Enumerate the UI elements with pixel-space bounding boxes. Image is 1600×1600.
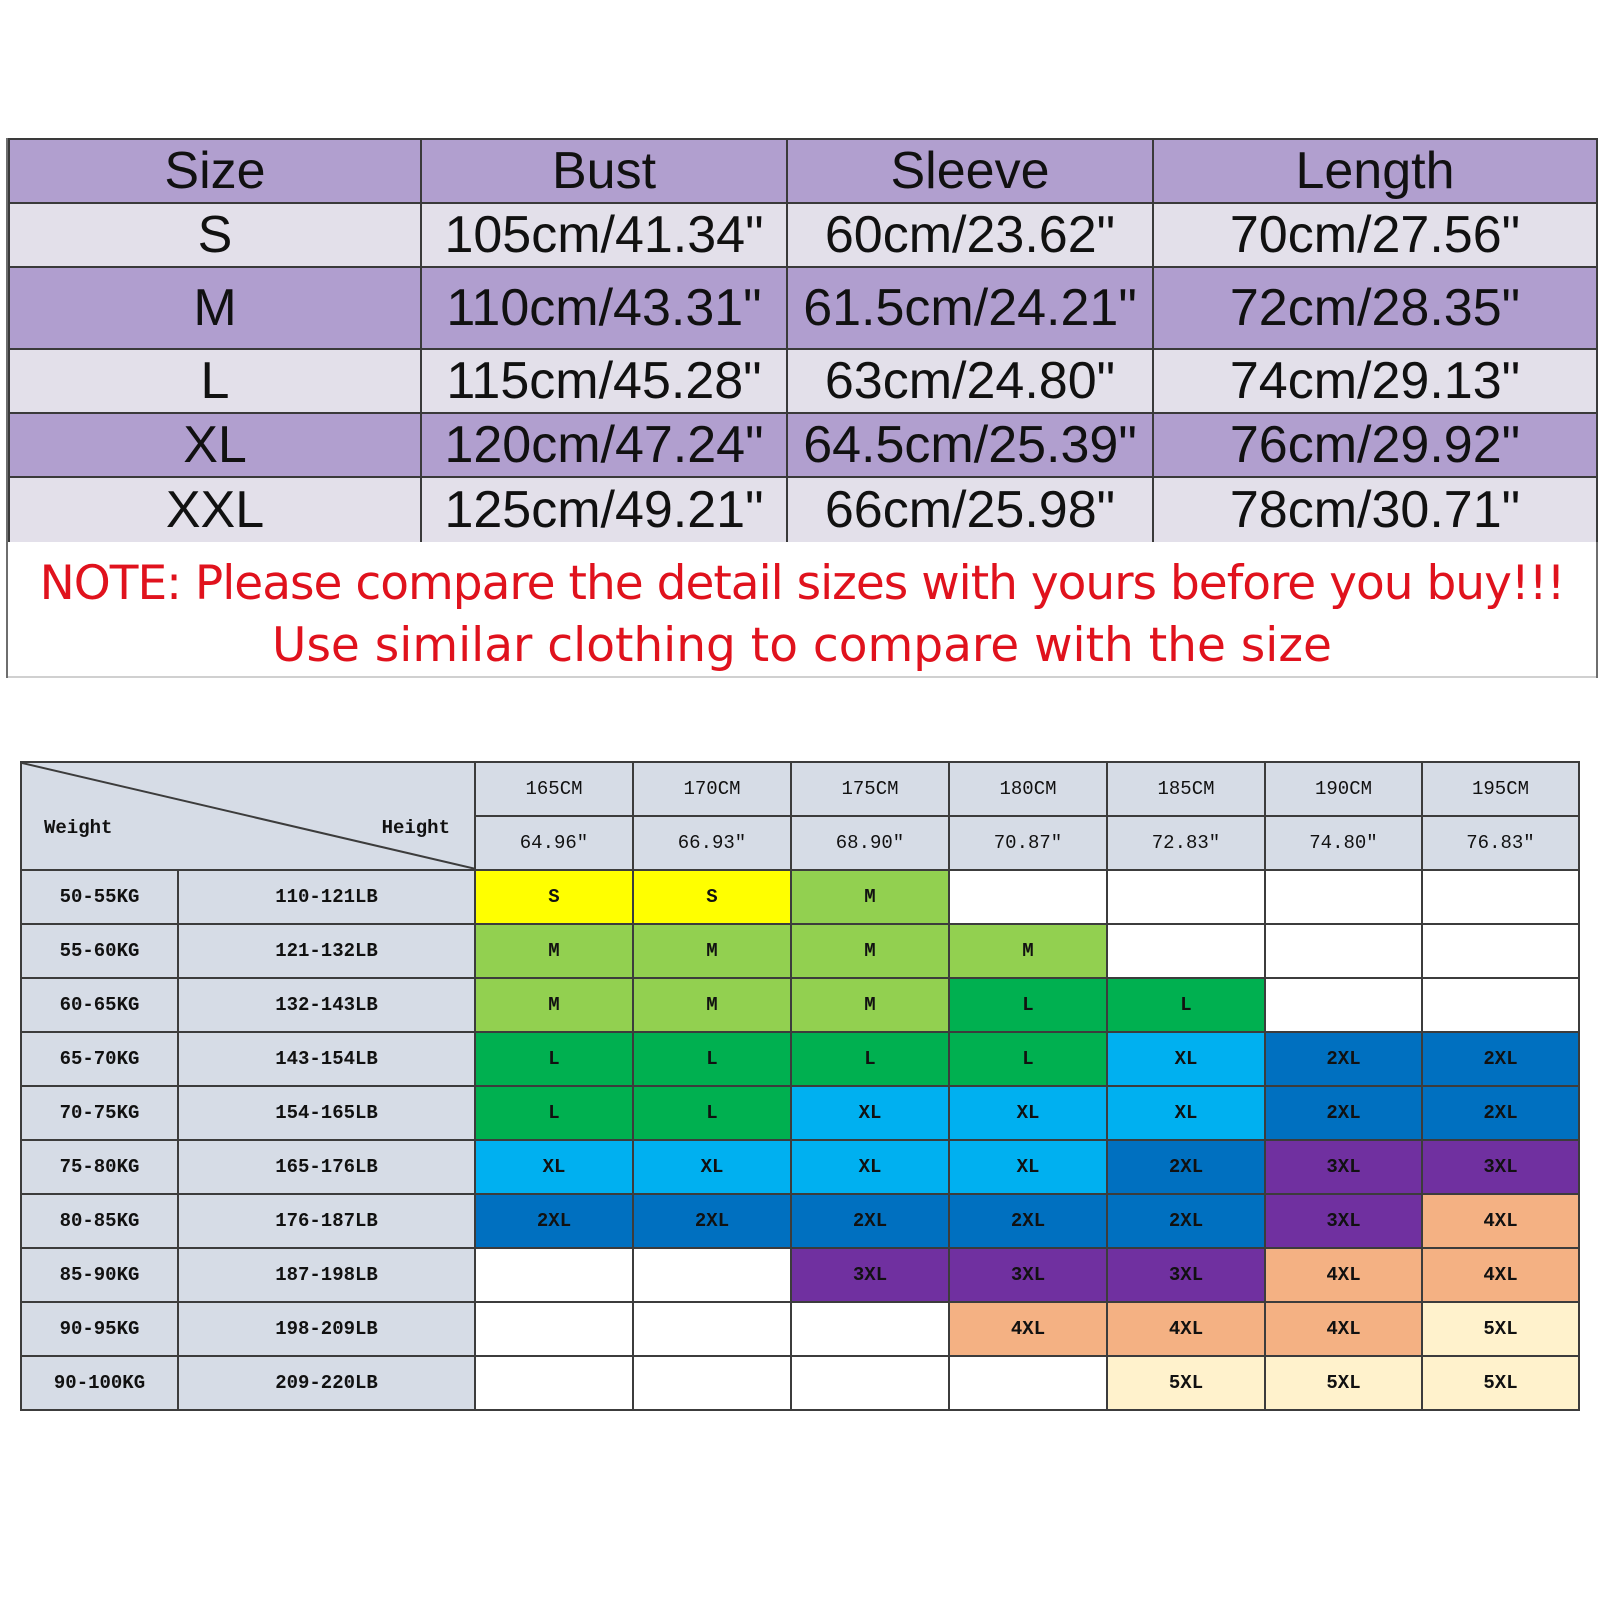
size-table — [8, 138, 1598, 542]
size-recommendation-cell: L — [633, 1032, 791, 1086]
size-recommendation-cell: 4XL — [1265, 1302, 1422, 1356]
bust-value: 105cm/41.34" — [421, 203, 787, 267]
size-row-xxl — [9, 477, 1597, 542]
size-recommendation-cell: 3XL — [1422, 1140, 1579, 1194]
size-recommendation-cell — [1422, 978, 1579, 1032]
height-in-header: 70.87″ — [949, 816, 1107, 870]
fit-row — [21, 1356, 1579, 1410]
size-recommendation-cell — [1107, 870, 1265, 924]
weight-lb-cell: 143-154LB — [178, 1032, 475, 1086]
length-value: 72cm/28.35" — [1153, 267, 1597, 349]
fit-row — [21, 978, 1579, 1032]
height-in-header: 76.83″ — [1422, 816, 1579, 870]
weight-lb-cell: 154-165LB — [178, 1086, 475, 1140]
weight-lb-cell: 165-176LB — [178, 1140, 475, 1194]
sleeve-value: 64.5cm/25.39" — [787, 413, 1153, 477]
sleeve-value: 60cm/23.62" — [787, 203, 1153, 267]
size-recommendation-cell: M — [633, 924, 791, 978]
size-note — [8, 550, 1596, 678]
size-row-s — [9, 203, 1597, 267]
height-in-header: 64.96″ — [475, 816, 633, 870]
size-label: M — [9, 267, 421, 349]
size-recommendation-cell: M — [633, 978, 791, 1032]
size-recommendation-cell — [791, 1302, 949, 1356]
weight-kg-cell: 90-95KG — [21, 1302, 178, 1356]
size-recommendation-cell: XL — [791, 1140, 949, 1194]
size-recommendation-cell — [791, 1356, 949, 1410]
size-recommendation-cell: 4XL — [1422, 1248, 1579, 1302]
size-recommendation-cell: 2XL — [791, 1194, 949, 1248]
height-cm-header: 190CM — [1265, 762, 1422, 816]
size-recommendation-cell — [1265, 924, 1422, 978]
note-line-1: NOTE: Please compare the detail sizes with yours before you buy!!! — [39, 556, 1565, 611]
size-recommendation-cell: 5XL — [1265, 1356, 1422, 1410]
size-recommendation-cell — [949, 870, 1107, 924]
length-value: 78cm/30.71" — [1153, 477, 1597, 542]
size-recommendation-cell: 2XL — [1422, 1086, 1579, 1140]
weight-lb-cell: 209-220LB — [178, 1356, 475, 1410]
size-table-header-row — [9, 139, 1597, 203]
height-cm-header: 170CM — [633, 762, 791, 816]
height-cm-header: 180CM — [949, 762, 1107, 816]
length-value: 70cm/27.56" — [1153, 203, 1597, 267]
size-recommendation-cell: XL — [949, 1086, 1107, 1140]
size-recommendation-cell: 5XL — [1422, 1356, 1579, 1410]
height-cm-header: 165CM — [475, 762, 633, 816]
size-recommendation-cell: XL — [1107, 1032, 1265, 1086]
height-in-header: 68.90″ — [791, 816, 949, 870]
fit-table — [20, 761, 1580, 1411]
fit-row — [21, 870, 1579, 924]
size-recommendation-cell — [1422, 924, 1579, 978]
height-in-header: 74.80″ — [1265, 816, 1422, 870]
size-recommendation-cell: 2XL — [1107, 1194, 1265, 1248]
height-cm-header: 185CM — [1107, 762, 1265, 816]
weight-lb-cell: 121-132LB — [178, 924, 475, 978]
size-row-m — [9, 267, 1597, 349]
note-line-2: Use similar clothing to compare with the size — [272, 618, 1332, 673]
height-cm-header: 195CM — [1422, 762, 1579, 816]
fit-row — [21, 1194, 1579, 1248]
size-recommendation-cell: M — [475, 924, 633, 978]
weight-lb-cell: 187-198LB — [178, 1248, 475, 1302]
size-recommendation-cell — [475, 1302, 633, 1356]
weight-axis-label: Weight — [44, 817, 113, 839]
size-recommendation-cell — [1422, 870, 1579, 924]
length-value: 74cm/29.13" — [1153, 349, 1597, 413]
size-recommendation-cell: 4XL — [1107, 1302, 1265, 1356]
size-recommendation-cell: 3XL — [791, 1248, 949, 1302]
fit-header-row-cm — [21, 762, 1579, 816]
size-label: S — [9, 203, 421, 267]
height-in-header: 72.83″ — [1107, 816, 1265, 870]
size-recommendation-cell: M — [791, 978, 949, 1032]
weight-kg-cell: 55-60KG — [21, 924, 178, 978]
header-bust: Bust — [421, 139, 787, 203]
size-recommendation-cell: XL — [949, 1140, 1107, 1194]
weight-lb-cell: 132-143LB — [178, 978, 475, 1032]
size-recommendation-cell: 2XL — [1265, 1086, 1422, 1140]
size-recommendation-cell: 3XL — [1107, 1248, 1265, 1302]
size-recommendation-cell: 5XL — [1422, 1302, 1579, 1356]
size-recommendation-cell: XL — [475, 1140, 633, 1194]
height-in-header: 66.93″ — [633, 816, 791, 870]
bust-value: 115cm/45.28" — [421, 349, 787, 413]
weight-lb-cell: 176-187LB — [178, 1194, 475, 1248]
header-length: Length — [1153, 139, 1597, 203]
size-recommendation-cell: L — [1107, 978, 1265, 1032]
size-recommendation-cell: 2XL — [949, 1194, 1107, 1248]
height-cm-header: 175CM — [791, 762, 949, 816]
weight-kg-cell: 70-75KG — [21, 1086, 178, 1140]
weight-kg-cell: 85-90KG — [21, 1248, 178, 1302]
sleeve-value: 63cm/24.80" — [787, 349, 1153, 413]
size-recommendation-cell: L — [791, 1032, 949, 1086]
fit-row — [21, 1086, 1579, 1140]
weight-lb-cell: 110-121LB — [178, 870, 475, 924]
size-recommendation-cell: XL — [633, 1140, 791, 1194]
sleeve-value: 61.5cm/24.21" — [787, 267, 1153, 349]
fit-table-body — [21, 762, 1579, 1410]
size-recommendation-cell — [1265, 870, 1422, 924]
size-row-l — [9, 349, 1597, 413]
size-recommendation-cell: L — [475, 1086, 633, 1140]
weight-kg-cell: 90-100KG — [21, 1356, 178, 1410]
weight-kg-cell: 65-70KG — [21, 1032, 178, 1086]
size-recommendation-cell: M — [475, 978, 633, 1032]
size-recommendation-cell — [633, 1356, 791, 1410]
size-row-xl — [9, 413, 1597, 477]
size-recommendation-cell: 2XL — [1422, 1032, 1579, 1086]
size-recommendation-cell — [949, 1356, 1107, 1410]
size-label: XXL — [9, 477, 421, 542]
size-recommendation-cell: 4XL — [949, 1302, 1107, 1356]
size-recommendation-cell: L — [633, 1086, 791, 1140]
size-recommendation-cell: 3XL — [1265, 1194, 1422, 1248]
size-recommendation-cell: L — [949, 1032, 1107, 1086]
diagonal-divider — [22, 763, 475, 869]
size-label: XL — [9, 413, 421, 477]
size-chart — [6, 138, 1598, 678]
size-recommendation-cell: XL — [1107, 1086, 1265, 1140]
weight-kg-cell: 60-65KG — [21, 978, 178, 1032]
size-recommendation-cell: XL — [791, 1086, 949, 1140]
size-label: L — [9, 349, 421, 413]
size-recommendation-cell — [633, 1248, 791, 1302]
fit-row — [21, 1248, 1579, 1302]
size-recommendation-cell: 4XL — [1422, 1194, 1579, 1248]
weight-kg-cell: 75-80KG — [21, 1140, 178, 1194]
bust-value: 110cm/43.31" — [421, 267, 787, 349]
size-recommendation-cell: M — [791, 870, 949, 924]
size-recommendation-cell: 4XL — [1265, 1248, 1422, 1302]
size-recommendation-cell: 3XL — [949, 1248, 1107, 1302]
weight-kg-cell: 80-85KG — [21, 1194, 178, 1248]
fit-corner-cell — [21, 762, 475, 870]
size-recommendation-cell: S — [475, 870, 633, 924]
fit-row — [21, 1032, 1579, 1086]
size-recommendation-cell: 2XL — [1265, 1032, 1422, 1086]
sleeve-value: 66cm/25.98" — [787, 477, 1153, 542]
size-recommendation-cell: 2XL — [633, 1194, 791, 1248]
size-recommendation-cell: M — [949, 924, 1107, 978]
size-recommendation-cell: 5XL — [1107, 1356, 1265, 1410]
size-recommendation-cell — [1107, 924, 1265, 978]
bust-value: 120cm/47.24" — [421, 413, 787, 477]
height-axis-label: Height — [381, 817, 450, 839]
weight-kg-cell: 50-55KG — [21, 870, 178, 924]
fit-row — [21, 1140, 1579, 1194]
length-value: 76cm/29.92" — [1153, 413, 1597, 477]
size-recommendation-cell: L — [949, 978, 1107, 1032]
size-recommendation-cell — [475, 1248, 633, 1302]
size-recommendation-cell — [1265, 978, 1422, 1032]
size-recommendation-cell — [475, 1356, 633, 1410]
size-recommendation-cell: 3XL — [1265, 1140, 1422, 1194]
size-recommendation-cell: 2XL — [475, 1194, 633, 1248]
header-size: Size — [9, 139, 421, 203]
size-recommendation-cell: L — [475, 1032, 633, 1086]
fit-row — [21, 924, 1579, 978]
size-recommendation-cell — [633, 1302, 791, 1356]
size-recommendation-cell: S — [633, 870, 791, 924]
size-recommendation-cell: 2XL — [1107, 1140, 1265, 1194]
fit-chart — [20, 761, 1578, 1415]
header-sleeve: Sleeve — [787, 139, 1153, 203]
fit-row — [21, 1302, 1579, 1356]
bust-value: 125cm/49.21" — [421, 477, 787, 542]
size-recommendation-cell: M — [791, 924, 949, 978]
weight-lb-cell: 198-209LB — [178, 1302, 475, 1356]
